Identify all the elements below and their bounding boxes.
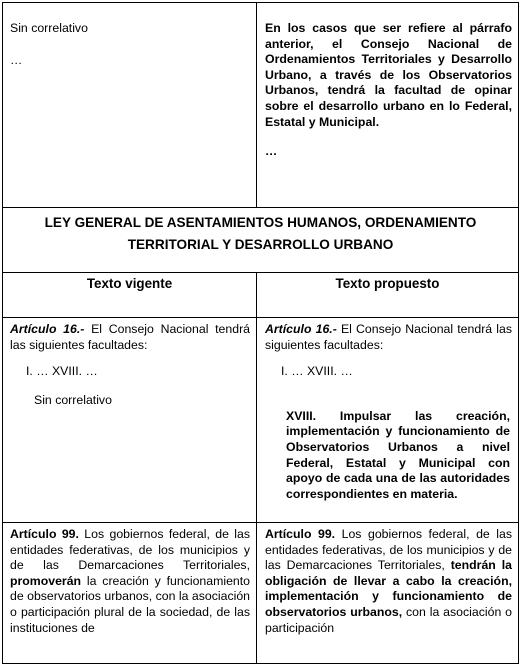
law-title-line-2: TERRITORIAL Y DESARROLLO URBANO <box>127 237 394 252</box>
art16-no-correlative: Sin correlativo <box>34 392 112 407</box>
column-header-proposed: Texto propuesto <box>335 276 440 291</box>
row1-left-cell <box>3 3 257 208</box>
art16-proposed-fraction-xviii: XVIII. Impulsar las creación, implementación y funcionamiento de Observatorios Urbanos a nivel Federal, Estatal y Municipal con apoyo de cada una de las autoridades correspondientes en materia. <box>286 408 510 501</box>
comparison-table <box>2 2 519 664</box>
ellipsis-text: … <box>265 144 278 159</box>
art16-label: Artículo 16.- <box>265 322 337 336</box>
art99-label: Artículo 99. <box>265 527 336 541</box>
row1-right-cell <box>257 3 519 208</box>
art99-current-cell <box>3 523 257 664</box>
law-title-line-1: LEY GENERAL DE ASENTAMIENTOS HUMANOS, ORDENAMIENTO <box>44 215 477 230</box>
article-16-row <box>3 318 519 523</box>
art16-fractions: I. … XVIII. … <box>281 364 353 379</box>
art16-proposed-intro: Artículo 16.- El Consejo Nacional tendrá las siguientes facultades: <box>265 322 512 352</box>
art99-proposed-text: Artículo 99. Los gobiernos federal, de las entidades federativas, de los municipios y de las Demarcaciones Territoriales, tendrán la obligación de llevar a cabo la creación, implementación y funcionamiento de observatorios urbanos, con la asociación o participación <box>265 527 512 635</box>
no-correlative-text: Sin correlativo <box>10 21 88 35</box>
header-proposed-cell <box>257 273 519 318</box>
art16-current-cell <box>3 318 257 523</box>
law-title-cell <box>3 208 519 273</box>
column-header-row <box>3 273 519 318</box>
art99-proposed-cell <box>257 523 519 664</box>
row-observatorios <box>3 3 519 208</box>
art99-current-text: Artículo 99. Los gobiernos federal, de las entidades federativas, de los municipios y de las Demarcaciones Territoriales, promoverán la creación y funcionamiento de observatorios urbanos, con la asociación o participación plural de la sociedad, de las instituciones de <box>10 527 250 635</box>
article-99-row <box>3 523 519 664</box>
art16-proposed-cell <box>257 318 519 523</box>
ellipsis-text: … <box>10 52 23 67</box>
art99-label: Artículo 99. <box>10 527 79 541</box>
art16-fractions: I. … XVIII. … <box>26 364 98 379</box>
observatorios-paragraph: En los casos que ser refiere al párrafo anterior, el Consejo Nacional de Ordenamientos Territoriales y Desarrollo Urbano, a través de los Observatorios Urbanos, tendrá la facultad de opinar sobre el desarrollo urbano en lo Federal, Estatal y Municipal. <box>265 21 512 129</box>
art16-current-intro: Artículo 16.- El Consejo Nacional tendrá las siguientes facultades: <box>10 322 251 352</box>
column-header-current: Texto vigente <box>86 276 173 291</box>
header-current-cell <box>3 273 257 318</box>
art16-label: Artículo 16.- <box>10 322 85 336</box>
law-title-row <box>3 208 519 273</box>
